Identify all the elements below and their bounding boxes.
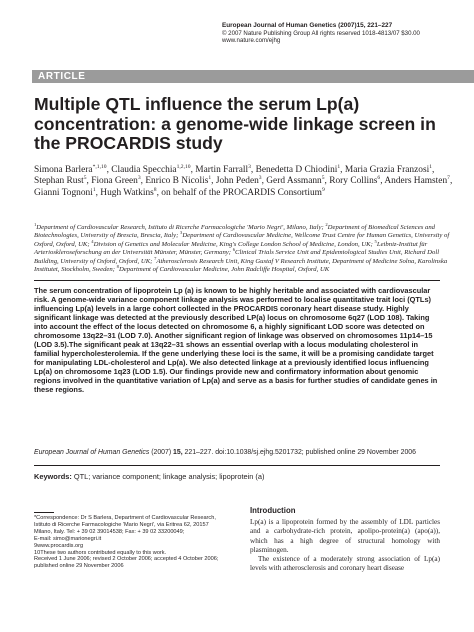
author-list: Simona Barlera$^{*,1,10}$, Claudia Specchia$^{1,2,10}$, Martin Farrall$^3$, Benedetta D Chiodini$^1$, Maria Grazia Franzosi$^1$, Stephan Rust$^5$, Fiona Green$^3$, Enrico B Nicolis$^1$, John Peden$^3$, Gerd Assmann$^5$, Rory Collins$^6$, Anders Hamsten$^7$, Gianni Tognoni$^1$, Hugh Watkins$^8$, on behalf of the PROCARDIS Consortium$^9$ <box>34 163 453 198</box>
author-name: Rory Collins <box>329 176 378 187</box>
introduction-heading: Introduction <box>250 506 296 515</box>
intro-paragraph: The existence of a moderately strong association of Lp(a) levels with atherosclerosis and coronary heart disease <box>250 555 440 573</box>
author-affiliation-sup: 3 <box>137 175 141 182</box>
affiliation-text: Department of Cardiovascular Medicine, John Radcliffe Hospital, Oxford, UK <box>118 266 330 274</box>
author-affiliation-sup: *,1,10 <box>92 163 107 170</box>
author <box>384 176 450 186</box>
author-affiliation-sup: 1 <box>337 163 341 170</box>
affiliation-text: Atherosclerosis Research Unit, King Gustaf V Research Institute, Department of Medicine Solna, Karolinska Institutet, Stockholm, Sweden; <box>34 257 448 274</box>
affiliation-text: Department of Biomedical Sciences and Biotechnologies, University of Brescia, Brescia, Italy; <box>34 224 436 240</box>
correspondence-footnote <box>34 515 234 570</box>
footnote-url[interactable]: 9www.procardis.org <box>34 542 84 549</box>
section-label: ARTICLE <box>38 71 86 82</box>
published-date: published online 29 November 2006 <box>34 563 124 570</box>
author <box>216 176 262 186</box>
correspondence-line: Istituto di Ricerche Farmacologiche 'Mario Negri', via Eritrea 62, 20157 <box>34 521 209 528</box>
author-name: Martin Farrall <box>195 165 249 175</box>
author <box>34 176 87 186</box>
keywords <box>34 472 444 481</box>
author <box>34 188 96 198</box>
footnote-equal-contribution: 10These two authors contributed equally to this work. <box>34 549 167 556</box>
copyright-line: © 2007 Nature Publishing Group All rights reserved 1018-4813/07 $30.00 <box>222 29 420 37</box>
author <box>329 176 380 186</box>
journal-url[interactable]: www.nature.com/ejhg <box>222 37 281 45</box>
journal-header <box>222 22 462 45</box>
received-dates: Received 1 June 2006; revised 2 October 2006; accepted 4 October 2006; <box>34 556 219 563</box>
author-name: Claudia Specchia <box>111 165 177 175</box>
author-affiliation-sup: 6 <box>377 175 381 182</box>
introduction-body <box>250 518 440 574</box>
affiliation-number: 6 <box>232 246 235 252</box>
affiliation-text: Department of Cardiovascular Research, Istituto di Ricerche Farmacologiche 'Mario Negri', Milano, Italy; <box>36 224 326 231</box>
author-name: Anders Hamsten <box>384 176 448 187</box>
section-band <box>32 70 474 83</box>
author-name: Gianni Tognoni <box>34 187 93 198</box>
author-name: Benedetta D Chiodini <box>255 165 338 175</box>
author <box>91 176 140 186</box>
author-affiliation-sup: 1,2,10 <box>176 163 191 170</box>
author-affiliation-sup: 7 <box>447 175 450 182</box>
author-affiliation-sup: 5 <box>321 175 325 182</box>
author <box>100 188 156 198</box>
author-name: Maria Grazia Franzosi <box>344 165 430 175</box>
footnote-rule <box>34 512 54 513</box>
consortium-sup: 9 <box>321 186 325 193</box>
article-title: Multiple QTL influence the serum Lp(a) concentration: a genome-wide linkage screen in the PROCARDIS study <box>34 94 436 153</box>
author <box>145 176 211 186</box>
affiliation-number: 2 <box>325 221 328 227</box>
citation-journal: European Journal of Human Genetics <box>34 449 150 456</box>
citation-rule <box>34 465 440 466</box>
author-name: Hugh Watkins <box>100 187 154 198</box>
consortium-line: on behalf of the PROCARDIS Consortium <box>161 187 322 198</box>
author-affiliation-sup: 3 <box>258 175 262 182</box>
correspondence-email[interactable]: E-mail: simo@marionegri.it <box>34 535 102 542</box>
correspondence-line: *Correspondence: Dr S Barlera, Department of Cardiovascular Research, <box>34 515 216 521</box>
affiliation-number: 7 <box>154 255 157 261</box>
author-name: Fiona Green <box>91 176 138 187</box>
citation-year: (2007) <box>149 449 174 456</box>
author-affiliation-sup: 1 <box>429 163 432 170</box>
affiliation-number: 4 <box>91 238 94 244</box>
author-affiliation-sup: 3 <box>248 163 251 170</box>
affiliation-text: Division of Genetics and Molecular Medicine, King's College London School of Medicine, London, UK; <box>93 240 375 248</box>
author-affiliation-sup: 1 <box>92 186 96 193</box>
affiliation-text: Leibniz-Institut für Arterioskleroseforschung an der Universität Münster, Münster, Germany; <box>34 240 428 257</box>
correspondence-line: Milano, Italy. Tel: + 39 02 39014538; Fax: + 39 02 33200049; <box>34 528 185 535</box>
citation-rest: 221–227. doi:10.1038/sj.ejhg.5201732; published online 29 November 2006 <box>182 449 416 456</box>
author-name: Simona Barlera <box>34 165 93 175</box>
keywords-text: QTL; variance component; linkage analysis; lipoprotein (a) <box>71 472 265 481</box>
author <box>34 165 107 175</box>
affiliation-number: 1 <box>34 221 37 227</box>
affiliation-text: Clinical Trials Service Unit and Epidemiological Studies Unit, Richard Doll Building, University of Oxford, Oxford, UK; <box>34 249 440 265</box>
author <box>345 165 432 175</box>
abstract-top-rule <box>34 280 440 281</box>
keywords-label: Keywords: <box>34 472 72 481</box>
citation-line <box>34 449 444 457</box>
affiliations <box>34 221 464 274</box>
author <box>195 165 251 175</box>
affiliation-text: Department of Cardiovascular Medicine, Wellcome Trust Centre for Human Genetics, University of Oxford, Oxford, UK; <box>34 232 450 248</box>
author <box>256 165 341 175</box>
intro-paragraph: Lp(a) is a lipoprotein formed by the assembly of LDL particles and a carbohydrate-rich protein, apolipo-protein(a) (apo(a)), which has a high degree of structural homology with plasminogen. <box>250 518 440 554</box>
abstract: The serum concentration of lipoprotein Lp (a) is known to be highly heritable and associated with cardiovascular risk. A genome-wide variance component linkage analysis was performed to localise quantitative trait loci (QTLs) influencing Lp(a) levels in a large cohort collected in the PROCARDIS coronary heart disease study. Highly significant linkage was detected at the previously described LP(a) locus on chromosome 6q27 (LOD 108). Taking into account the effect of the locus detected on chromosome 6, a highly significant LOD score was detected on chromosome 13q22–31 (LOD 7.0). Another significant region of linkage was observed on chromosomes 11p14–15 (LOD 3.5).The significant peak at 13q22–31 shows an essential overlap with a locus modulating cholesterol in familial hypercholesterolemia. If the gene underlying these loci is the same, it will be a promising candidate target for manipulating LDL-cholesterol and Lp(a). We also detected linkage at a previously identified locus influencing Lp(a) on chromosome 1q23 (LOD 1.5). Our findings provide new and confirmatory information about genomic regions involved in the quantitative variation of Lp(a) and serve as a basis for further studies of candidate genes in these regions. <box>34 286 438 394</box>
author <box>111 165 190 175</box>
affiliation-number: 5 <box>374 238 377 244</box>
author-name: Enrico B Nicolis <box>145 176 209 187</box>
author-affiliation-sup: 8 <box>153 186 157 193</box>
journal-citation-line: European Journal of Human Genetics (2007)15, 221–227 <box>222 22 393 29</box>
citation-volume: 15, <box>173 449 183 456</box>
author-affiliation-sup: 5 <box>83 175 87 182</box>
affiliation-number: 3 <box>180 230 183 236</box>
author-affiliation-sup: 1 <box>208 175 212 182</box>
author <box>266 176 324 186</box>
author-name: John Peden <box>215 176 259 187</box>
author-name: Stephan Rust <box>34 176 84 187</box>
author-name: Gerd Assmann <box>266 176 322 187</box>
affiliation-number: 8 <box>116 263 119 269</box>
